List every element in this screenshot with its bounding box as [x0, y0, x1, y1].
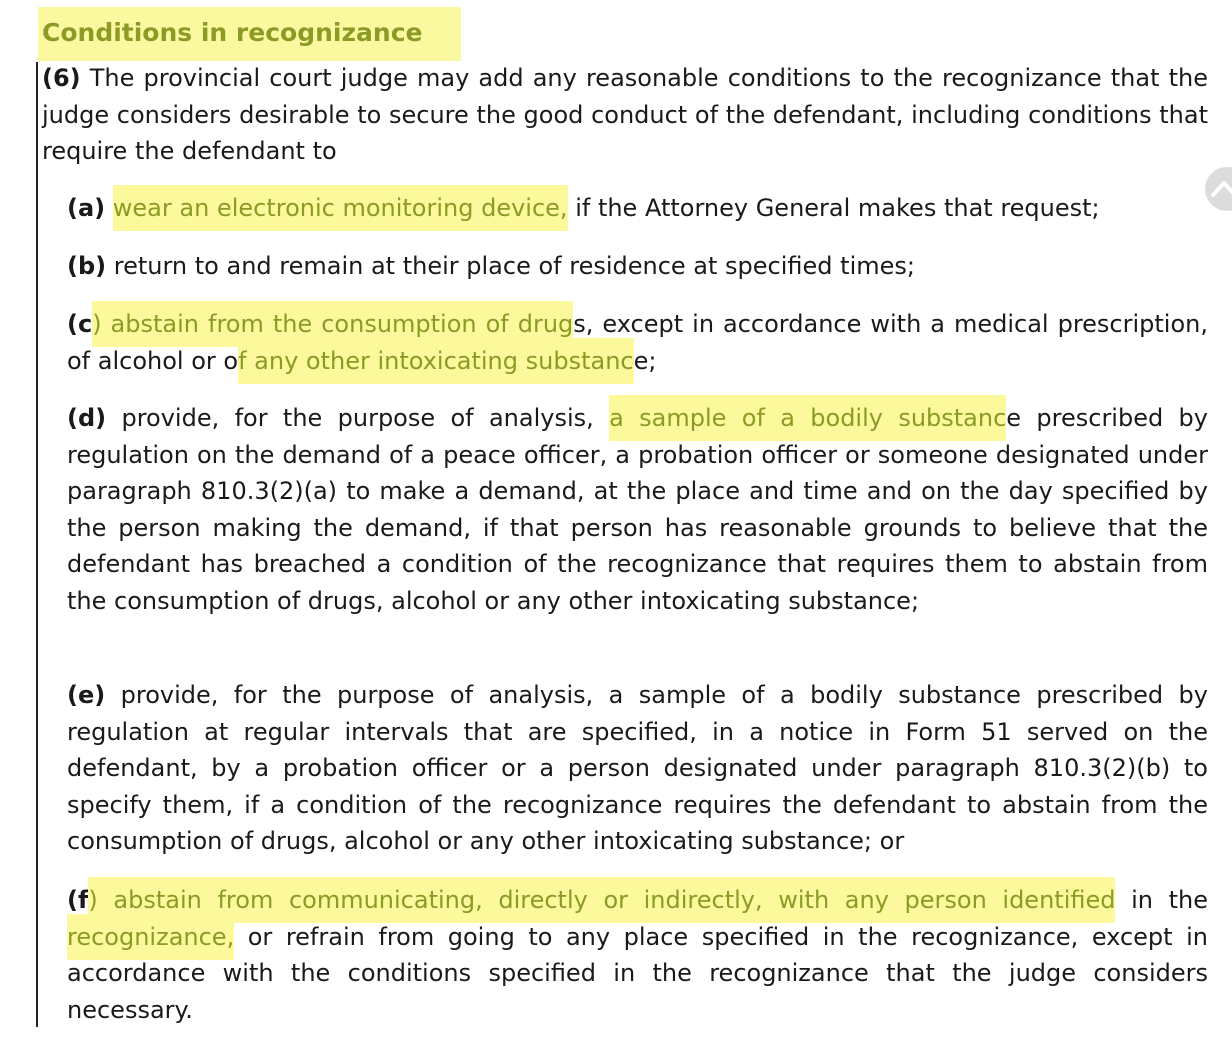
highlighted-text: ) abstain from the consumption of drug: [92, 301, 573, 347]
item-number: (d): [67, 404, 107, 432]
item-text: e prescribed by regulation on the demand of a peace officer, a probation officer or someone designated under paragraph 810.3(2)(a) to make a demand, at the place and time and on the day specified by the person making the demand, if that person has reasonable grounds to believe that the defendant has breached a condition of the recognizance that requires them to abstain from the consumption of drugs, alcohol or any other intoxicating substance;: [67, 404, 1208, 615]
highlighted-text: ) abstain from communicating, directly or indirectly, with any person identified: [88, 877, 1115, 923]
subsection-number: (6): [42, 64, 81, 92]
highlighted-text: f any other intoxicating substanc: [238, 338, 634, 384]
item-text: s, except in accordance with a medical prescription, of alcohol or o: [67, 310, 1208, 375]
item-number: (a): [67, 194, 106, 222]
list-item-b: [67, 248, 1208, 285]
item-number: (b): [67, 252, 107, 280]
subsection-6: [42, 60, 1208, 170]
item-text: provide, for the purpose of analysis, a sample of a bodily substance prescribed by regulation at regular intervals that are specified, in a notice in Form 51 served on the defendant, by a probation officer or a person designated under paragraph 810.3(2)(b) to specify them, if a condition of the recognizance requires the defendant to abstain from the consumption of drugs, alcohol or any other intoxicating substance; or: [67, 681, 1208, 856]
list-item-d: [67, 400, 1208, 620]
scroll-to-top-button[interactable]: [1205, 167, 1232, 211]
list-item-c: [67, 306, 1208, 379]
highlighted-text: wear an electronic monitoring device,: [113, 185, 568, 231]
item-text: e;: [633, 346, 657, 375]
item-number: (e): [67, 681, 106, 709]
item-text: provide, for the purpose of analysis,: [106, 404, 610, 432]
highlighted-text: a sample of a bodily substanc: [609, 395, 1006, 441]
highlighted-text: recognizance,: [67, 914, 234, 960]
item-text: if the Attorney General makes that request;: [567, 194, 1100, 222]
list-item-e: [67, 677, 1208, 860]
item-number: (c: [67, 310, 93, 338]
list-item-a: [67, 190, 1208, 227]
chevron-up-icon: [1210, 175, 1232, 199]
list-item-f: [67, 882, 1208, 1028]
item-text: return to and remain at their place of residence at specified times;: [106, 252, 915, 280]
section-heading: Conditions in recognizance: [42, 18, 423, 47]
item-number: (f: [67, 886, 89, 914]
subsection-text: The provincial court judge may add any reasonable conditions to the recognizance that the judge considers desirable to secure the good conduct of the defendant, including conditions that require the defendant to: [42, 64, 1208, 166]
margin-rule: [36, 62, 38, 1027]
item-text: or refrain from going to any place specified in the recognizance, except in accordance with the conditions specified in the recognizance that the judge considers necessary.: [67, 922, 1208, 1024]
item-text: in the: [1115, 886, 1208, 914]
